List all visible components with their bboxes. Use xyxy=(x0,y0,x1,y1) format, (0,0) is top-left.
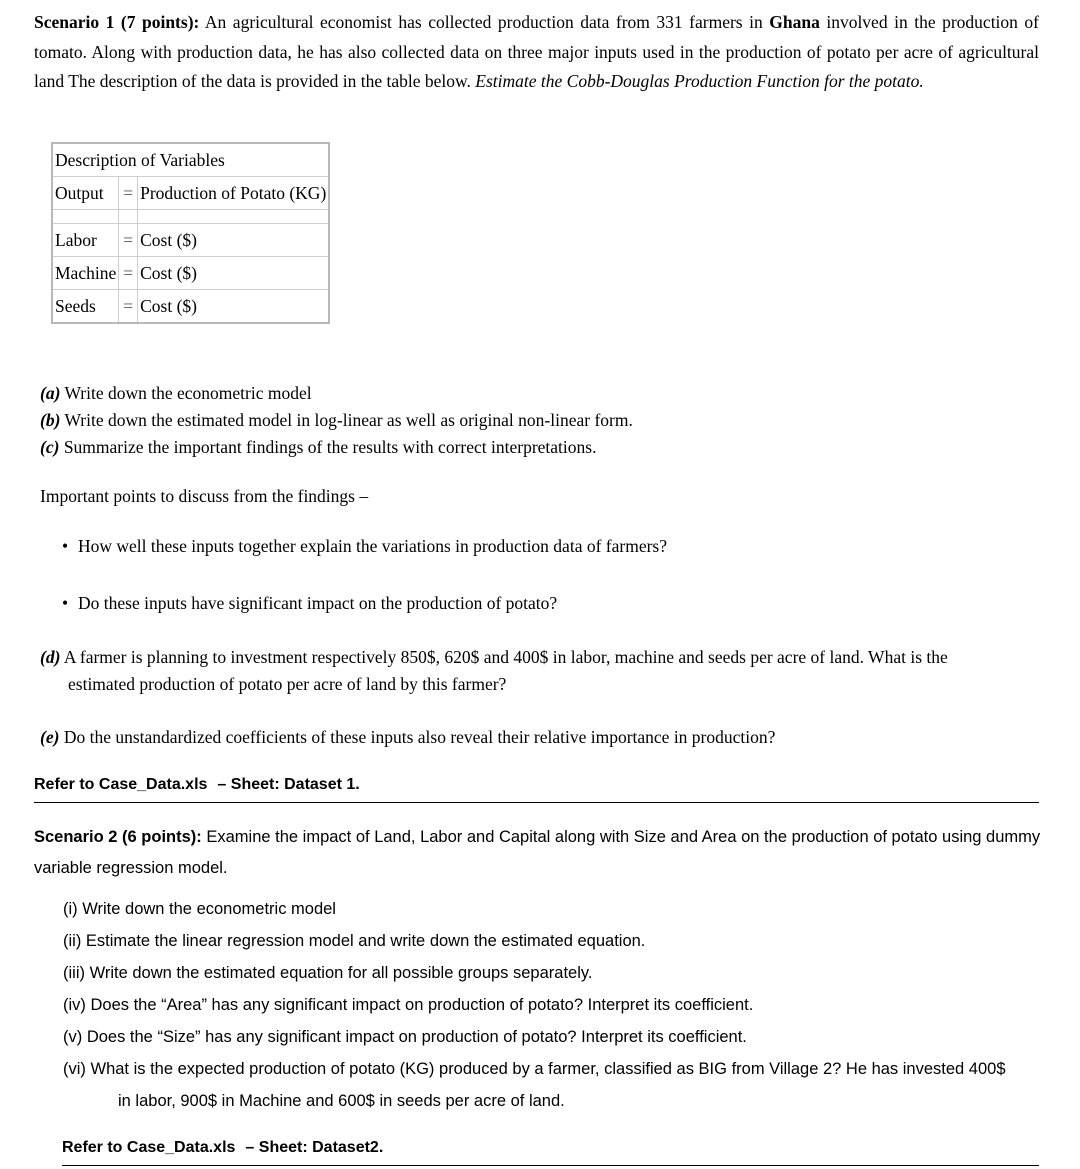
scenario-2-text: Examine the impact of Land, Labor and Capital along with Size and Area on the production of potato using dummy variable regression model. xyxy=(34,828,1041,877)
reference-file: Refer to Case_Data.xls xyxy=(34,776,208,793)
table-row xyxy=(53,177,328,210)
question-d-text-2: estimated production of potato per acre of land by this farmer? xyxy=(68,674,507,694)
variable-name: Seeds xyxy=(53,290,119,322)
reference-dataset-2 xyxy=(62,1139,383,1157)
table-row xyxy=(53,290,328,322)
bullet-icon: • xyxy=(62,593,69,613)
variable-name: Output xyxy=(53,177,119,210)
scenario-2-item-v: (v) Does the “Size” has any significant impact on production of potato? Interpret its coefficient. xyxy=(63,1028,747,1046)
scenario-1-text-a: An agricultural economist has collected production data from 331 farmers in xyxy=(199,12,770,32)
scenario-1-heading: Scenario 1 (7 points): xyxy=(34,12,200,32)
equals-sign: = xyxy=(119,177,138,210)
equals-sign: = xyxy=(119,224,138,257)
question-b-text: Write down the estimated model in log-linear as well as original non-linear form. xyxy=(60,410,633,430)
discussion-points-intro: Important points to discuss from the findings – xyxy=(40,486,369,506)
variable-description: Cost ($) xyxy=(140,295,197,316)
question-b-label: (b) xyxy=(40,410,61,430)
section-divider xyxy=(62,1165,1039,1166)
variable-description: Production of Potato (KG) xyxy=(138,177,328,210)
reference-file: Refer to Case_Data.xls xyxy=(62,1139,236,1156)
question-a-label: (a) xyxy=(40,383,61,403)
scenario-2-intro xyxy=(34,822,1044,884)
scenario-1-text-b: involved in the production of tomato. Along with production data, he has also collected data on three major inputs used in the production of potato per acre of agricultural land The description of the data is provided in the table below. xyxy=(34,12,1040,91)
table-row xyxy=(53,224,328,257)
variable-description: Cost ($) xyxy=(138,224,328,257)
question-e-text: Do the unstandardized coefficients of these inputs also reveal their relative importance in production? xyxy=(59,727,776,747)
table-header: Description of Variables xyxy=(53,144,328,177)
question-a xyxy=(40,380,312,406)
scenario-1-task: Estimate the Cobb-Douglas Production Function for the potato. xyxy=(475,71,924,91)
question-c-text: Summarize the important findings of the results with correct interpretations. xyxy=(59,437,597,457)
question-c xyxy=(40,434,596,460)
scenario-2-item-iii: (iii) Write down the estimated equation for all possible groups separately. xyxy=(63,964,593,982)
equals-sign: = xyxy=(119,257,138,290)
reference-sheet: – Sheet: Dataset 1. xyxy=(217,776,360,793)
scenario-2-item-ii: (ii) Estimate the linear regression model and write down the estimated equation. xyxy=(63,932,646,950)
section-divider xyxy=(34,802,1039,803)
question-a-text: Write down the econometric model xyxy=(60,383,312,403)
question-e-label: (e) xyxy=(40,727,60,747)
table-row xyxy=(53,257,328,290)
variables-table xyxy=(51,142,330,324)
bullet-icon: • xyxy=(62,536,69,556)
variable-name: Labor xyxy=(53,224,119,257)
equals-sign: = xyxy=(119,290,138,322)
scenario-2-heading: Scenario 2 (6 points): xyxy=(34,828,202,846)
reference-dataset-1 xyxy=(34,776,360,794)
scenario-2-item-vi: (vi) What is the expected production of potato (KG) produced by a farmer, classified as BIG from Village 2? He has invested 400$ xyxy=(63,1060,1006,1078)
bullet-text: How well these inputs together explain the variations in production data of farmers? xyxy=(78,536,667,556)
question-e xyxy=(40,724,775,750)
bullet-text: Do these inputs have significant impact on the production of potato? xyxy=(78,593,558,613)
scenario-1-intro xyxy=(34,8,1039,97)
bullet-item xyxy=(62,590,557,616)
variable-description: Cost ($) xyxy=(138,257,328,290)
variable-name: Machine xyxy=(53,257,119,290)
question-d-label: (d) xyxy=(40,647,61,667)
reference-sheet: – Sheet: Dataset2. xyxy=(245,1139,384,1156)
table-spacer-row xyxy=(53,210,328,224)
scenario-2-item-vi-continued: in labor, 900$ in Machine and 600$ in seeds per acre of land. xyxy=(118,1092,565,1110)
question-c-label: (c) xyxy=(40,437,60,457)
scenario-2-item-i: (i) Write down the econometric model xyxy=(63,900,336,918)
question-b xyxy=(40,407,633,433)
scenario-2-item-iv: (iv) Does the “Area” has any significant impact on production of potato? Interpret its coefficient. xyxy=(63,996,754,1014)
table-header-row xyxy=(53,144,328,177)
question-d-text-1: A farmer is planning to investment respectively 850$, 620$ and 400$ in labor, machine and seeds per acre of land. What is the xyxy=(60,647,948,667)
scenario-1-country: Ghana xyxy=(769,12,820,32)
question-d xyxy=(40,644,948,670)
bullet-item xyxy=(62,533,667,559)
